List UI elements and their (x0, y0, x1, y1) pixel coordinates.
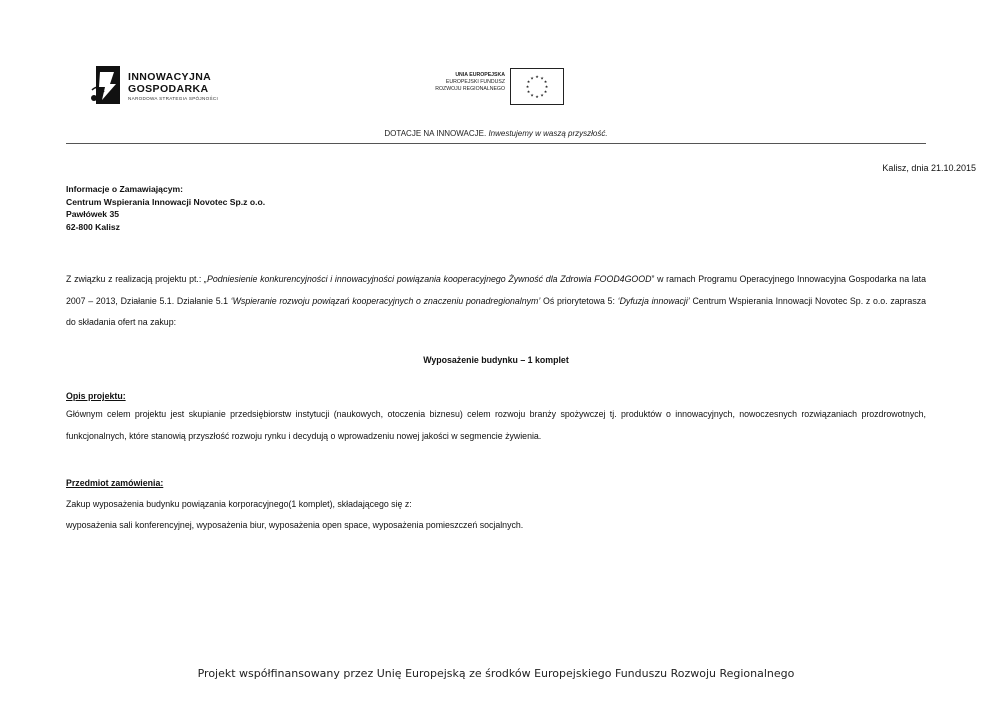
buyer-city: 62-800 Kalisz (66, 221, 120, 232)
tagline-main: DOTACJE NA INNOWACJE. (384, 129, 487, 138)
order-subject-line1: Zakup wyposażenia budynku powiązania korporacyjnego(1 komplet), składającego się z: (66, 499, 412, 509)
svg-text:★: ★ (525, 84, 530, 89)
intro-text-3: Oś priorytetowa 5: (540, 295, 618, 306)
buyer-info (66, 183, 265, 233)
project-title: „Podniesienie konkurencyjności i innowacyjności powiązania kooperacyjnego Żywność dla Zdrowia FOOD4GOOD (204, 274, 652, 284)
eu-text (408, 72, 505, 93)
document-date: Kalisz, dnia 21.10.2015 (882, 163, 976, 173)
eu-line1: UNIA EUROPEJSKA (455, 72, 505, 78)
measure-title: ‘Wspieranie rozwoju powiązań kooperacyjnych o znaczeniu ponadregionalnym’ (230, 295, 541, 306)
ig-title-line2: GOSPODARKA (128, 82, 209, 95)
intro-paragraph (66, 269, 926, 334)
buyer-name: Centrum Wspierania Innowacji Novotec Sp.z o.o. (66, 196, 266, 207)
svg-text:★: ★ (543, 89, 548, 94)
order-subject-heading: Przedmiot zamówienia: (66, 478, 164, 488)
program-tagline (0, 129, 992, 138)
svg-text:★: ★ (543, 79, 548, 84)
project-desc-text: Głównym celem projektu jest skupianie przedsiębiorstw instytucji (naukowych, otoczenia biznesu) celem rozwoju branży spożywczej tj. produktów o innowacyjnych, nowoczesnych rozwiązaniach prozdrowotnych, funkcjonalnych, które stanowią przyszłość rozwoju rynku i decydują o wprowadzeniu nowej jakości w segmencie żywienia. (66, 409, 926, 441)
ig-logo-title (128, 72, 211, 95)
cofinancing-footer: Projekt współfinansowany przez Unię Europejską ze środków Europejskiego Funduszu Rozwoju Regionalnego (197, 667, 795, 680)
svg-text:★: ★ (526, 89, 531, 94)
project-desc-heading: Opis projektu: (66, 391, 126, 401)
priority-axis-title: ‘Dyfuzja innowacji’ (617, 295, 690, 306)
eu-flag-icon (510, 68, 564, 105)
svg-text:★: ★ (535, 74, 539, 79)
intro-text-2: ” w ramach Programu Operacyjnego Innowacyjna Gospodarka na lata 2007 – 2013, Działanie 5.1. Działanie 5.1 (66, 274, 926, 306)
innowacyjna-gospodarka-logo (82, 52, 232, 122)
svg-text:★: ★ (526, 79, 531, 84)
svg-text:★: ★ (535, 94, 539, 99)
header-divider (66, 143, 926, 144)
subject-title: Wyposażenie budynku – 1 komplet (423, 355, 569, 365)
svg-text:★: ★ (530, 92, 534, 98)
eu-line3: ROZWOJU REGIONALNEGO (435, 86, 505, 92)
eu-line2: EUROPEJSKI FUNDUSZ (445, 79, 505, 85)
buyer-street: Pawłówek 35 (66, 209, 120, 219)
tagline-italic: Inwestujemy w waszą przyszłość. (488, 129, 608, 138)
buyer-heading: Informacje o Zamawiającym: (66, 184, 184, 194)
svg-text:★: ★ (540, 92, 544, 98)
svg-text:★: ★ (544, 84, 549, 89)
eu-logo-block (408, 66, 568, 106)
order-subject-line2: wyposażenia sali konferencyjnej, wyposażenia biur, wyposażenia open space, wyposażenia pomieszczeń socjalnych. (66, 520, 524, 530)
ig-title-line1: INNOWACYJNA (128, 71, 212, 83)
svg-text:★: ★ (530, 75, 534, 81)
ig-mark-icon (90, 64, 124, 106)
intro-text-4: Centrum Wspierania Innowacji Novotec Sp. z o.o. zaprasza do składania ofert na zakup: (66, 295, 927, 327)
intro-text-1: Z związku z realizacją projektu pt.: (66, 274, 205, 284)
ig-logo-subtitle: NARODOWA STRATEGIA SPÓJNOŚCI (128, 96, 219, 101)
svg-text:★: ★ (540, 75, 544, 81)
